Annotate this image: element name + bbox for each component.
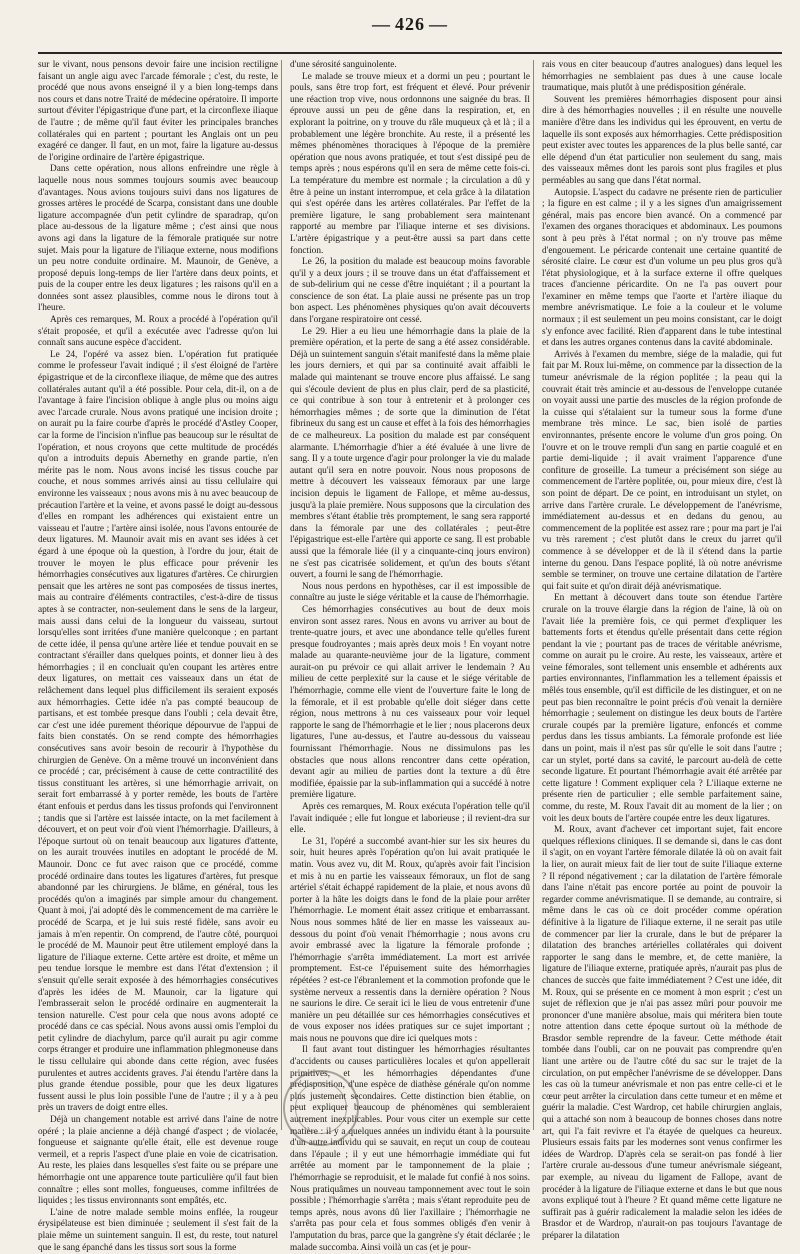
text-columns xyxy=(38,60,782,1253)
column-right xyxy=(533,60,782,1241)
paragraph: L'aine de notre malade semble moins enflée, la rougeur érysipélateuse est bien diminuée ; seulement il s'est fait de la plaie même un suintement sanguin. Il est, du reste, tout naturel que le sang épanché dans les tissus sort sous la forme xyxy=(38,1207,278,1253)
paragraph: Arrivés à l'examen du membre, siége de la maladie, qui fut fait par M. Roux lui-même, on commence par la dissection de la tumeur anévrismale de la région poplitée ; la peau qui la couvrait était très amincie et au-dessous de l'enveloppe cutanée on voyait aussi une partie des muscles de la région profonde de la cuisse qui s'étalaient sur la tumeur sous la forme d'une membrane très mince. Le sac, bien isolé de parties environnantes, présente encore le volume d'un gros poing. On l'ouvre et on le trouve rempli d'un sang en partie coagulé et en partie demi-liquide ; il avait vraiment l'apparence d'une confiture de groseille. La tumeur a précisément son siége au commencement de l'artère poplitée, ou, pour mieux dire, c'est là son point de départ. De ce point, en introduisant un stylet, on arrive dans l'artère crurale. Le développement de l'anévrisme, immédiatement au-dessus et en dedans du genou, au commencement de la poplitée est assez rare ; pour ma part je l'ai vu très rarement ; c'est plutôt dans le creux du jarret qu'il commence à se développer et de là il s'étend dans la partie interne du genou. Dans l'espace poplité, là où notre anévrisme semble se terminer, on trouve une certaine dilatation de l'artère qui fait suite et qu'on dirait déjà anévrismatique. xyxy=(542,349,782,592)
paragraph: Après ces remarques, M. Roux a procédé à l'opération qu'il s'était proposée, et qu'il a exécutée avec l'adresse qu'on lui connaît sans aucune espèce d'accident. xyxy=(38,315,278,349)
paragraph: Le 26, la position du malade est beaucoup moins favorable qu'il y a deux jours ; il se trouve dans un état d'affaissement et de sub-delirium qui ne cesse d'être inquiétant ; il a pourtant la conscience de son état. La plaie aussi ne présente pas un trop bon aspect. Les phénomènes physiques qu'on avait découverts dans l'organe respiratoire ont cessé. xyxy=(290,257,530,326)
column-middle xyxy=(281,60,530,1253)
paragraph: En mettant à découvert dans toute son étendue l'artère crurale on la trouve élargie dans la région de l'aine, là où on l'avait liée la première fois, ce qui permet d'expliquer les battements forts et étendus qu'elle présentait dans cette région pendant la vie ; pourtant pas de traces de véritable anévrisme, comme on aurait pu le croire. Au reste, les vaisseaux, artère et veine fémorales, sont tellement unis ensemble et adhérents aux parties environnantes, l'inflammation les a tellement épaissis et mêlés tous ensemble, qu'il est difficile de les distinguer, et on ne peut pas bien reconnaître le point précis d'où venait la dernière hémorrhagie ; seulement on distingue les deux bouts de l'artère crurale coupés par la première ligature, enfoncés et comme perdus dans les tissus ambiants. La fémorale profonde est liée dans un point, mais il n'est pas sûr qu'elle le soit dans l'autre ; car un stylet, porté dans sa cavité, le parcourt au-delà de cette seconde ligature. Et pourtant l'hémorrhagie avait été arrêtée par cette ligature ! Comment expliquer cela ? L'iliaque externe ne présente rien de particulier ; elle semble parfaitement saine, comme, du reste, M. Roux l'avait dit au moment de la lier ; on voit les deux bouts de l'artère coupée entre les deux ligatures. xyxy=(542,593,782,824)
paragraph: Le 31, l'opéré a succombé avant-hier sur les six heures du soir, huit heures après l'opération qu'on lui avait pratiquée le matin. Vous avez vu, dit M. Roux, qu'après avoir fait l'incision et mis à nu en partie les vaisseaux fémoraux, un flot de sang artériel s'était échappé rapidement de la plaie, et nous avons dû porter à la hâte les doigts dans le fond de la plaie pour arrêter l'hémorrhagie. Le moment était assez critique et embarrassant. Nous nous sommes hâté de lier en masse les vaisseaux au-dessous du point d'où venait l'hémorrhagie ; nous avons cru avoir embrassé avec la ligature la fémorale profonde ; l'hémorrhagie s'arrêta immédiatement. La mort est arrivée promptement. Est-ce l'épuisement suite des hémorrhagies répétées ? est-ce l'ébranlement et la commotion profonde que le système nerveux a ressentis dans la dernière opération ? Nous ne saurions le dire. Ce serait ici le lieu de vous entretenir d'une manière un peu détaillée sur ces hémorrhagies consécutives et de vous exposer nos idées pratiques sur ce sujet important ; mais nous ne pouvons que dire ici quelques mots : xyxy=(290,836,530,1044)
paragraph: rais vous en citer beaucoup d'autres analogues) dans lequel les hémorrhagies ne semblaient pas dues à une cause locale traumatique, mais plutôt à une prédisposition générale. xyxy=(542,60,782,94)
paragraph: Déjà un changement notable est arrivé dans l'aine de notre opéré ; la plaie ancienne a déjà changé d'aspect ; de violacée, fongueuse et saignante qu'elle était, elle est devenue rouge vermeil, et a repris l'aspect d'une plaie en voie de cicatrisation. Au reste, les plaies dans lesquelles s'est faite ou se prépare une hémorrhagie ont une apparence toute particulière qu'il faut bien connaître ; elles sont molles, fongueuses, comme infiltrées de liquides ; les tissus environnants sont empâtés, etc. xyxy=(38,1115,278,1207)
library-stamp xyxy=(283,1070,359,1146)
paragraph: Autopsie. L'aspect du cadavre ne présente rien de particulier ; la figure en est calme ; il y a les signes d'un amaigrissement général, mais pas encore bien avancé. On a commencé par l'examen des organes thoraciques et abdominaux. Les poumons sont à peu près à l'état normal ; on n'y trouve pas même d'engouement. Le péricarde contenait une certaine quantité de sérosité claire. Le cœur est d'un volume un peu plus gros qu'à l'état physiologique, et à la surface externe il offre quelques traces d'ancienne péricardite. On ne l'a pas ouvert pour l'examiner en même temps que l'aorte et l'artère iliaque du membre anévrismatique. Le foie a la couleur et le volume normaux ; il est seulement un peu moins consistant, car le doigt s'y enfonce avec facilité. Rien d'apparent dans le tube intestinal et dans les autres organes contenus dans la cavité abdominale. xyxy=(542,187,782,349)
paragraph: M. Roux, avant d'achever cet important sujet, fait encore quelques réflexions cliniques. Il se demande si, dans le cas dont il s'agit, on en voyant l'artère fémorale dilatée là où on avait fait la lier, on aurait mieux fait de lier tout de suite l'iliaque externe ? Il répond négativement ; car la dilatation de l'artère fémorale dans l'aine n'était pas encore portée au point de pouvoir la regarder comme anévrismatique. Il se demande, au contraire, si même dans le cas où ce doit procéder comme opération définitive à la ligature de l'iliaque externe, il ne serait pas utile de commencer par lier la crurale, dans le but de préparer la dilatation des branches artérielles collatérales qui doivent rapporter le sang dans le membre, et, de cette manière, la ligature de l'iliaque externe, pratiquée après, n'aurait pas plus de chances de succès que faite immédiatement ? C'est une idée, dit M. Roux, qui se présente en ce moment à mon esprit ; c'est un sujet de réflexion que je n'ai pas assez mûri pour pouvoir me prononcer d'une manière absolue, mais qui méritera bien toute notre attention dans cette époque surtout où la méthode de Brasdor semble reprendre de la faveur. Cette méthode était tombée dans l'oubli, car on ne pouvait pas comprendre qu'en liant une artère ou de l'autre côté du sac sur le trajet de la circulation, on put empêcher l'anévrisme de se développer. Dans les cas où la tumeur anévrismale et non pas entre celle-ci et le cœur peut arrêter la circulation dans cette tumeur et en même et guérir la maladie. C'est Wardrop, cet habile chirurgien anglais, qui a attaché son nom à beaucoup de bonnes choses dans notre art, qui l'a fait revivre et l'a étayée de quelques ca heureux. Plusieurs essais faits par les modernes sont venus confirmer les idées de Wardrop. D'après cela se serait-on pas fondé à lier l'artère crurale au-dessous d'une tumeur anévrismale siégeant, par exemple, au niveau du ligament de Fallope, avant de procéder à la ligature de l'iliaque externe et dans le but que nous avons expliqué tout à l'heure ? Et quand même cette ligature ne suffirait pas à guérir radicalement la maladie selon les idées de Brasdor et de Wardrop, n'aurait-on pas toujours l'avantage de préparer la dilatation xyxy=(542,825,782,1241)
paragraph: Le 24, l'opéré va assez bien. L'opération fut pratiquée comme le professeur l'avait indiqué ; il s'est éloigné de l'artère épigastrique et de la circonflexe iliaque, de même que des autres collatérales autant qu'il a été possible. Pour cela, dit-il, on a de l'avantage à faire l'incision oblique à angle plus ou moins aigu avec l'arcade crurale. Nous avons pratiqué une incision droite ; on aurait pu la faire courbe d'après le procédé d'Astley Cooper, car la forme de l'incision n'influe pas beaucoup sur le résultat de l'opération, et nous croyons que cette multitude de procédés qu'on a introduits depuis Abernethy en grande partie, n'en mérite pas le nom. Nous avons incisé les tissus couche par couche, et nous sommes arrivés ainsi au tissu cellulaire qui environne les vaisseaux ; nous avons mis à nu avec beaucoup de précaution l'artère et la veine, et avons passé le doigt au-dessous d'elles en rompant les adhérences qui existaient entre un vaisseau et l'autre ; l'artère ainsi isolée, nous l'avons entourée de deux ligatures. M. Maunoir avait mis en avant ses idées à cet égard à une époque où la question, à l'ordre du jour, était de trouver le moyen le plus efficace pour prévenir les hémorrhagies consécutives aux ligatures d'artères. Ce chirurgien pensait que les artères ne sont pas composées de tissus inertes, mais au contraire d'éléments contractiles, c'est-à-dire de tissus aptes à se contracter, non-seulement dans le sens de la largeur, mais aussi dans celui de la longueur du vaisseau, surtout lorsqu'elles sont irritées d'une manière quelconque ; en partant de cette idée, il pensa qu'une artère liée et tendue pouvait en se contractant s'érailler dans quelques points, et donner lieu à des hémorrhagies ; il en concluait qu'en coupant les artères entre deux ligatures, on mettait ces vaisseaux dans un état de relâchement dans lequel plus difficilement ils seraient exposés aux hémorrhagies. Cette idée n'a pas compté beaucoup de partisans, et est tombée presque dans l'oubli ; cela devait être, car c'est une idée purement théorique dépourvue de l'appui de faits bien constatés. On se rend compte des hémorrhagies consécutives sans avoir besoin de recourir à l'hypothèse du chirurgien de Genève. On a même trouvé un inconvénient dans ce procédé ; car, précisément à cause de cette contractilité des tissus constituant les artères, si une hémorrhagie arrivait, on serait fort embarrassé à y porter remède, les bouts de l'artère étant enfouis et perdus dans les tissus profonds qui l'environnent ; tandis que si l'artère est laissée intacte, on la met facilement à découvert, et on peut voir d'où vient l'hémorrhagie. D'ailleurs, à l'époque surtout où on tenait beaucoup aux ligatures d'attente, on les aurait trouvées inutiles en adoptant le procédé de M. Maunoir. Donc ce fut avec raison que ce procédé, comme procédé ordinaire dans toutes les ligatures d'artères, fut presque abandonné par les chirurgiens. Je blâme, en général, tous les procédés qu'on a imaginés par simple amour du changement. Quant à moi, j'ai adopté dès le commencement de ma carrière le procédé de Scarpa, et je lui suis resté fidèle, sans avoir eu jamais à m'en repentir. On comprend, de l'autre côté, pourquoi le procédé de M. Maunoir peut être utilement employé dans la ligature de l'iliaque externe. Cette artère est droite, et même un peu tendue lorsque le membre est dans l'état d'extension ; il s'ensuit qu'elle serait exposée à des hémorrhagies consécutives d'après les idées de M. Maunoir, car la ligature qui l'embrasserait selon le procédé ordinaire en augmenterait la tension naturelle. C'est pour cela que nous avons adopté ce procédé dans ce cas spécial. Nous avons aussi omis l'emploi du petit cylindre de diachylum, parce qu'il aurait pu agir comme corps étranger et produire une inflammation phlegmoneuse dans le tissu cellulaire qui abonde dans cette région, avec fusées purulentes et autres accidents graves. J'ai étendu l'artère dans la plus grande étendue possible, pour que les deux ligatures fussent aussi le plus loin possible l'une de l'autre ; il y a à peu près un travers de doigt entre elles. xyxy=(38,349,278,1114)
paragraph: Il faut avant tout distinguer les hémorrhagies résultantes d'accidents ou causes particulières locales et qu'on appellerait primitives, et les hémorrhagies dépendantes d'une prédisposition, d'une espèce de diathèse générale qu'on nomme plus justement secondaires. Cette distinction bien établie, on peut expliquer beaucoup de phénomènes qui sembleraient autrement inexplicables. Pour vous citer un exemple sur cette matière : il y a quelques années un individu étant à la poursuite d'un autre individu qui se sauvait, en reçut un coup de couteau dans l'épaule ; il y eut une hémorrhagie immédiate qui fut arrêtée au moment par le tamponnement de la plaie ; l'hémorrhagie se reproduisit, et le malade fut confié à nos soins. Nous pratiquâmes un nouveau tamponnement avec tout le soin possible ; l'hémorrhagie s'arrêta ; mais s'étant reproduite peu de temps après, nous avons dû lier l'axillaire ; l'hémorrhagie ne s'arrêta pas pour cela et fous sommes obligés d'en venir à l'amputation du bras, parce que la gangrène s'y était déclarée ; le malade succomba. Ainsi voilà un cas (et je pour- xyxy=(290,1045,530,1253)
paragraph: Ces hémorrhagies consécutives au bout de deux mois environ sont assez rares. Nous en avons vu arriver au bout de trente-quatre jours, et avec une abondance telle qu'elles furent presque foudroyantes ; mais après deux mois ! En voyant notre malade au quarante-neuvième jour de la ligature, comment aurait-on pu prévoir ce qui allait arriver le lendemain ? Au milieu de cette perplexité sur la cause et le siége véritable de l'hémorrhagie, comme elle vient de l'ouverture faite le long de la fémorale, et il est probable qu'elle doit siéger dans cette région, nous mettrons à nu ces vaisseaux pour voir lequel rapporte le sang de l'hémorrhagie et le lier ; nous placerons deux ligatures, l'une au-dessus, et l'autre au-dessous du vaisseau fournissant l'hémorrhagie. Nous ne dissimulons pas les obstacles que nous allons rencontrer dans cette opération, devant agir au milieu de parties dont la texture a dû être modifiée, épaissie par la sub-inflammation qui a succédé à notre première ligature. xyxy=(290,604,530,801)
page-number: — 426 — xyxy=(38,14,782,35)
paragraph: Nous nous perdons en hypothèses, car il est impossible de connaître au juste le siége véritable et la cause de l'hémorrhagie. xyxy=(290,581,530,604)
page-header xyxy=(38,8,782,54)
paragraph: Le malade se trouve mieux et a dormi un peu ; pourtant le pouls, sans être trop fort, est fréquent et élevé. Pour prévenir une réaction trop vive, nous ordonnons une saignée du bras. Il éprouve aussi un peu de gêne dans la respiration, et, en explorant la poitrine, on y trouve du râle muqueux çà et là ; il a probablement une légère bronchite. Au reste, il a présenté les mêmes phénomènes thoraciques à l'époque de la première opération que nous avons pratiquée, et tout s'est dissipé peu de temps après ; nous espérons qu'il en sera de même cette fois-ci. La température du membre est normale ; la circulation a dû y être à peine un instant interrompue, et cela grâce à la dilatation qui s'est opérée dans les artères collatérales. Par l'effet de la première ligature, le sang probablement sera maintenant rapporté au membre par l'iliaque interne et ses divisions. L'artère épigastrique y a peut-être aussi sa part dans cette fonction. xyxy=(290,71,530,256)
paragraph: Souvent les premières hémorrhagies disposent pour ainsi dire à des hémorrhagies nouvelles ; il en résulte une nouvelle manière d'être dans les individus qui les éprouvent, en vertu de laquelle ils sont exposés aux hémorrhagies. Cette prédisposition peut exister avec toutes les apparences de la plus belle santé, car elle dépend d'un état particulier non seulement du sang, mais des vaisseaux mêmes dont les parois sont plus fragiles et plus perméables au sang que dans l'état normal. xyxy=(542,94,782,186)
paragraph: Après ces remarques, M. Roux exécuta l'opération telle qu'il l'avait indiquée ; elle fut longue et laborieuse ; il revient-dra sur elle. xyxy=(290,802,530,836)
paragraph: Le 29. Hier a eu lieu une hémorrhagie dans la plaie de la première opération, et la perte de sang a été assez considérable. Déjà un suintement sanguin s'était manifesté dans la même plaie les jours derniers, et qui par sa continuité avait affaibli le malade qui maintenant se trouve encore plus affaissé. Le sang qui s'écoule devient de plus en plus clair, perd de sa plasticité, ce qui contribue à son tour à entretenir et à prolonger ces hémorrhagies mêmes ; de sorte que la diminution de l'état fibrineux du sang est un cause et effet à la fois des hémorrhagies de ce malheureux. La position du malade est par conséquent alarmante. L'hémorrhagie d'hier a été évaluée à une livre de sang. Il y a toute urgence d'agir pour prolonger la vie du malade autant qu'il sera en notre pouvoir. Nous nous proposons de mettre à découvert les vaisseaux fémoraux par une large incision depuis le ligament de Fallope, et même au-dessus, jusqu'à la plaie première. Nous supposons que la circulation des membres s'étant établie très promptement, le sang sera rapporté dans la fémorale par une des collatérales ; peut-être l'épigastrique est-elle l'artère qui apporte ce sang. Il est probable aussi que la fémorale liée (il y a cinquante-cinq jours environ) ne s'est pas cicatrisée solidement, et qu'un des bouts s'étant ouvert, a fourni le sang de l'hémorrhagie. xyxy=(290,326,530,581)
newspaper-page xyxy=(38,8,782,1253)
paragraph: Dans cette opération, nous allons enfreindre une règle à laquelle nous nous sommes toujours soumis avec beaucoup d'avantages. Nous avions toujours suivi dans nos ligatures de grosses artères le procédé de Scarpa, consistant dans une double ligature accompagnée d'un petit cylindre de sparadrap, qu'on place au-dessous de la ligature même ; c'est ainsi que nous avons agi dans la ligature de la fémorale pratiquée sur notre sujet. Mais pour la ligature de l'iliaque externe, nous modifions un peu notre conduite ordinaire. M. Maunoir, de Genève, a proposé depuis long-temps de lier l'artère dans deux points, et puis de la couper entre les deux ligatures ; les raisons qu'il en a données sont assez plausibles, comme nous le dirons tout à l'heure. xyxy=(38,164,278,314)
column-left xyxy=(38,60,278,1253)
paragraph: d'une sérosité sanguinolente. xyxy=(290,60,397,70)
paragraph: sur le vivant, nous pensons devoir faire une incision rectiligne faisant un angle aigu avec l'arcade fémorale ; c'est, du reste, le procédé que nous avons enseigné il y a bien long-temps dans nos cours et dans notre Traité de médecine opératoire. Il importe surtout d'éviter l'épigastrique d'une part, et la circonflexe iliaque de l'autre ; de même qu'il faut éviter les principales branches collatérales qui en partent ; pourtant les Anglais ont un peu exagéré ce danger. Il faut, en un mot, faire la ligature au-dessus de l'origine ordinaire de l'artère épigastrique. xyxy=(38,60,278,163)
